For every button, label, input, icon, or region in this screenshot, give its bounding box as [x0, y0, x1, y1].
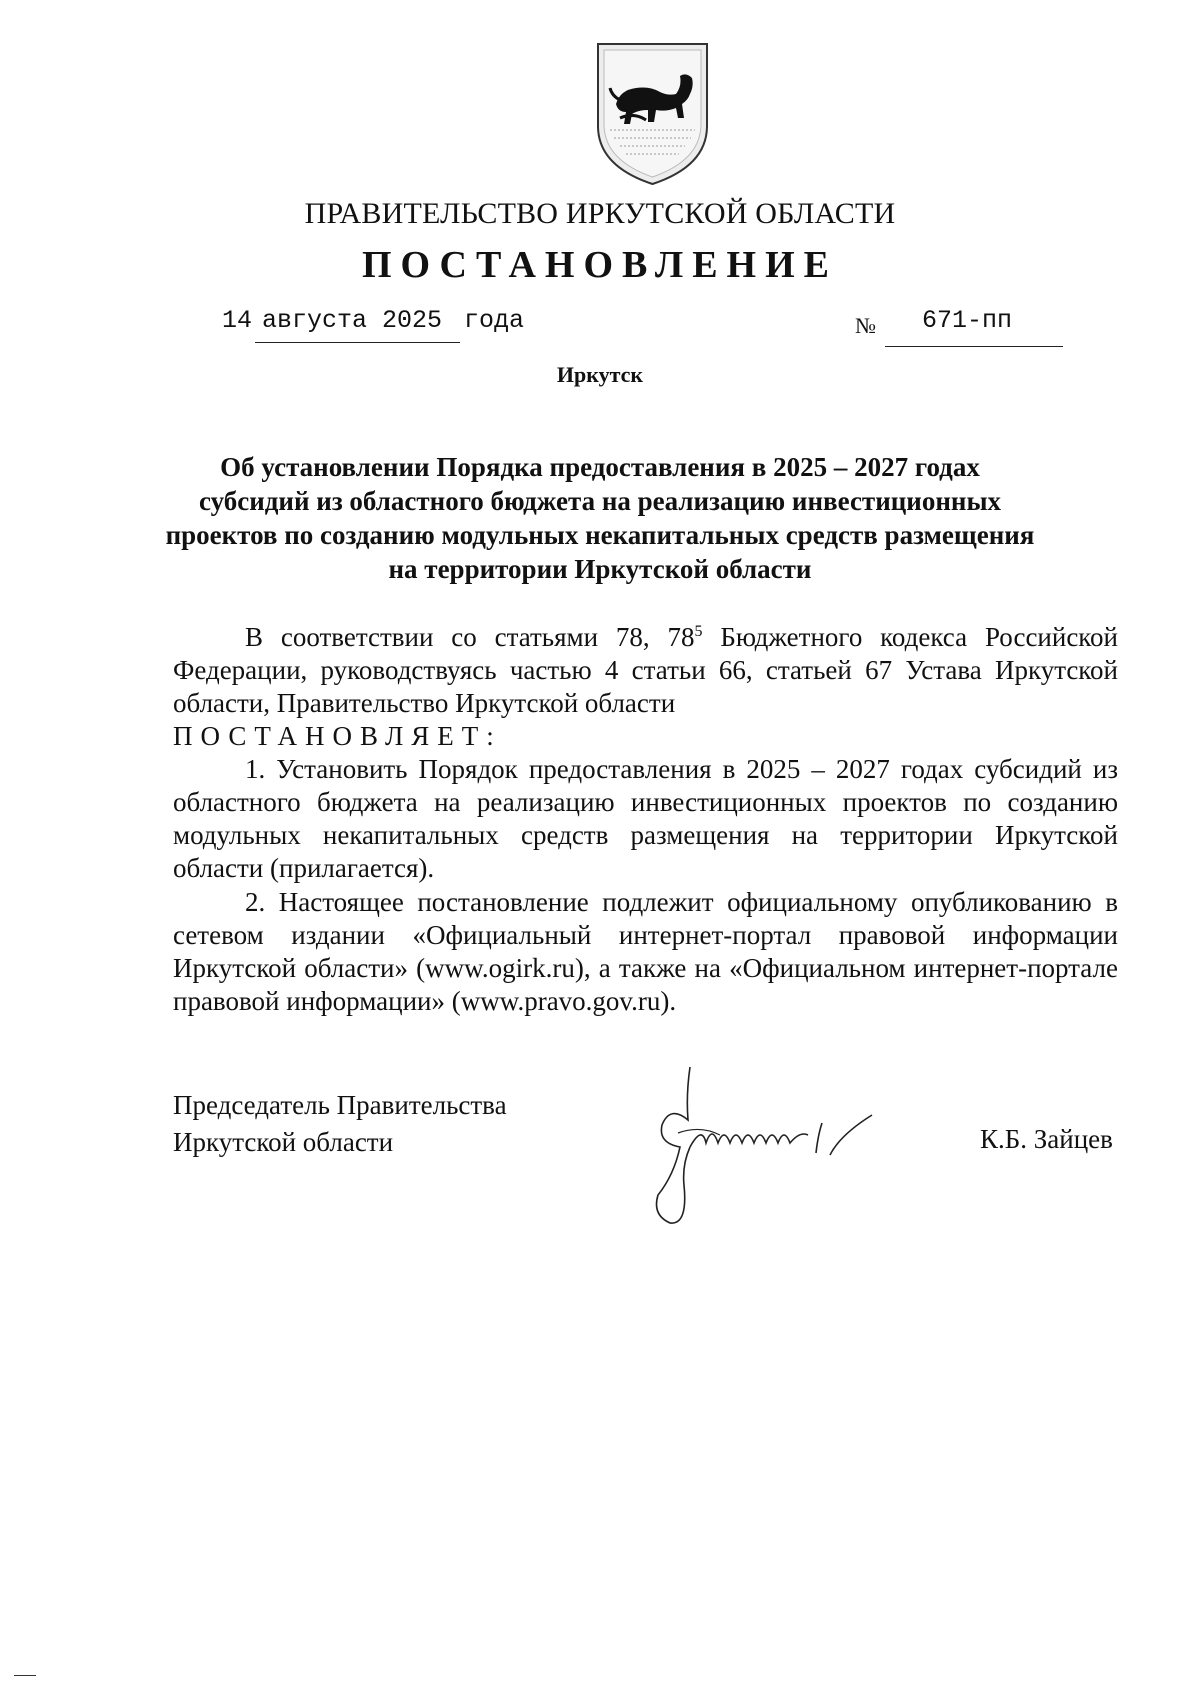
document-type-heading: ПОСТАНОВЛЕНИЕ — [361, 244, 839, 286]
preamble-text-continued: Бюджетного кодекса Российской Федерации, руководствуясь частью 4 статьи 66, статьей 67 Устава Иркутской области, Правительство Иркутской области — [173, 622, 1118, 718]
page-edge-mark — [14, 1675, 36, 1676]
signer-name: К.Б. Зайцев — [980, 1124, 1113, 1154]
title-line: субсидий из областного бюджета на реализацию инвестиционных — [198, 486, 1002, 516]
position-line: Председатель Правительства — [173, 1090, 507, 1120]
organization-name: ПРАВИТЕЛЬСТВО ИРКУТСКОЙ ОБЛАСТИ — [304, 197, 896, 230]
date-month-year: августа 2025 — [262, 306, 443, 335]
resolves-heading: ПОСТАНОВЛЯЕТ: — [173, 721, 502, 751]
date-suffix: года — [464, 306, 525, 335]
city: Иркутск — [556, 362, 644, 387]
title-line: Об установлении Порядка предоставления в 2025 – 2027 годах — [220, 452, 980, 482]
preamble-text: В соответствии со статьями 78, 78 — [245, 622, 695, 652]
title-line: проектов по созданию модульных некапитальных средств размещения — [165, 520, 1035, 550]
document-title — [160, 450, 1040, 586]
date-day: 14 — [222, 306, 253, 335]
position-line: Иркутской области — [173, 1127, 394, 1157]
item-2-paragraph: 2. Настоящее постановление подлежит официальному опубликованию в сетевом издании «Официальный интернет-портал правовой информации Иркутской области» (www.ogirk.ru), а также на «Официальном интернет-портале правовой информации» (www.pravo.gov.ru). — [173, 887, 1118, 1016]
title-line: на территории Иркутской области — [388, 554, 812, 584]
date-underline — [255, 342, 460, 343]
document-number: 671-пп — [922, 306, 1013, 335]
item-1-paragraph: 1. Установить Порядок предоставления в 2025 – 2027 годах субсидий из областного бюджета на реализацию инвестиционных проектов по созданию модульных некапитальных средств размещения на территории Иркутской области (прилагается). — [173, 754, 1118, 883]
signatory-position — [173, 1087, 507, 1161]
coat-of-arms-emblem — [590, 38, 715, 188]
handwritten-signature — [640, 1065, 940, 1235]
number-underline — [885, 346, 1063, 347]
preamble-paragraph — [173, 621, 1118, 720]
number-sign: № — [855, 313, 876, 338]
preamble-superscript: 5 — [694, 623, 703, 640]
